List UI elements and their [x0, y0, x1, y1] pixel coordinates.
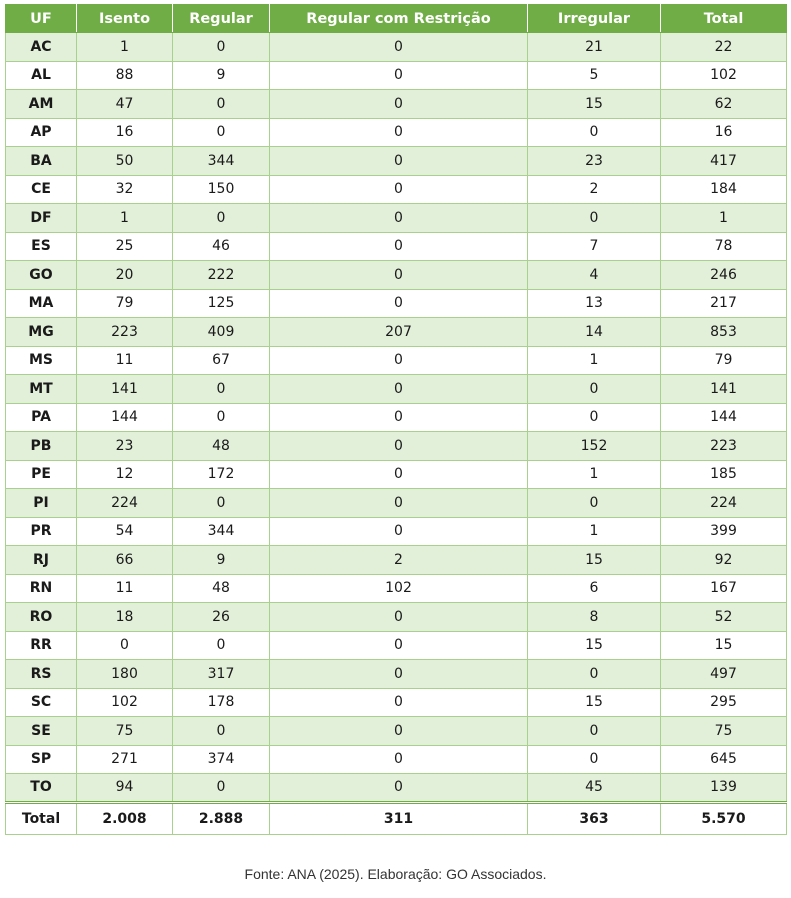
cell-isento: 180 — [77, 660, 173, 689]
cell-isento: 141 — [77, 375, 173, 404]
cell-uf: MT — [6, 375, 77, 404]
cell-irregular: 45 — [528, 774, 661, 803]
table-row — [6, 232, 787, 261]
cell-irregular: 0 — [528, 660, 661, 689]
cell-irregular: 2 — [528, 175, 661, 204]
cell-isento: 144 — [77, 403, 173, 432]
cell-irregular: 0 — [528, 745, 661, 774]
cell-isento: 32 — [77, 175, 173, 204]
cell-uf: SE — [6, 717, 77, 746]
cell-regular: 0 — [173, 631, 270, 660]
cell-regular: 317 — [173, 660, 270, 689]
cell-isento: 0 — [77, 631, 173, 660]
table-row — [6, 745, 787, 774]
cell-total: 497 — [661, 660, 787, 689]
cell-isento: 88 — [77, 61, 173, 90]
header-uf: UF — [6, 5, 77, 33]
cell-total: 16 — [661, 118, 787, 147]
cell-irregular: 15 — [528, 546, 661, 575]
cell-regular-com-restricao: 207 — [270, 318, 528, 347]
table-row — [6, 90, 787, 119]
cell-regular-com-restricao: 0 — [270, 346, 528, 375]
cell-uf: PA — [6, 403, 77, 432]
cell-regular-com-restricao: 0 — [270, 631, 528, 660]
table-row — [6, 118, 787, 147]
total-regular-com-restricao: 311 — [270, 802, 528, 834]
cell-uf: AC — [6, 33, 77, 62]
table-row — [6, 175, 787, 204]
cell-regular-com-restricao: 0 — [270, 660, 528, 689]
table-row — [6, 375, 787, 404]
cell-regular: 48 — [173, 432, 270, 461]
cell-uf: CE — [6, 175, 77, 204]
cell-regular: 48 — [173, 574, 270, 603]
cell-isento: 11 — [77, 574, 173, 603]
cell-isento: 50 — [77, 147, 173, 176]
cell-uf: PB — [6, 432, 77, 461]
cell-regular-com-restricao: 0 — [270, 603, 528, 632]
table-footer — [6, 802, 787, 834]
cell-uf: MS — [6, 346, 77, 375]
cell-total: 417 — [661, 147, 787, 176]
cell-total: 246 — [661, 261, 787, 290]
cell-regular: 125 — [173, 289, 270, 318]
cell-uf: GO — [6, 261, 77, 290]
cell-regular-com-restricao: 0 — [270, 90, 528, 119]
cell-total: 144 — [661, 403, 787, 432]
cell-regular: 0 — [173, 375, 270, 404]
table-row — [6, 774, 787, 803]
cell-regular: 222 — [173, 261, 270, 290]
table-row — [6, 460, 787, 489]
cell-isento: 79 — [77, 289, 173, 318]
cell-regular: 172 — [173, 460, 270, 489]
cell-total: 75 — [661, 717, 787, 746]
cell-isento: 20 — [77, 261, 173, 290]
table-row — [6, 546, 787, 575]
cell-total: 139 — [661, 774, 787, 803]
cell-irregular: 1 — [528, 517, 661, 546]
header-regular: Regular — [173, 5, 270, 33]
cell-isento: 271 — [77, 745, 173, 774]
cell-irregular: 0 — [528, 717, 661, 746]
cell-total: 185 — [661, 460, 787, 489]
cell-irregular: 6 — [528, 574, 661, 603]
cell-isento: 75 — [77, 717, 173, 746]
cell-regular: 344 — [173, 517, 270, 546]
cell-uf: AL — [6, 61, 77, 90]
cell-uf: ES — [6, 232, 77, 261]
cell-total: 167 — [661, 574, 787, 603]
cell-isento: 23 — [77, 432, 173, 461]
cell-uf: MG — [6, 318, 77, 347]
cell-regular: 46 — [173, 232, 270, 261]
cell-regular: 0 — [173, 33, 270, 62]
cell-total: 184 — [661, 175, 787, 204]
cell-regular: 0 — [173, 489, 270, 518]
cell-uf: SC — [6, 688, 77, 717]
table-row — [6, 489, 787, 518]
cell-regular: 0 — [173, 774, 270, 803]
cell-total: 645 — [661, 745, 787, 774]
cell-total: 853 — [661, 318, 787, 347]
table-body — [6, 33, 787, 803]
cell-irregular: 0 — [528, 375, 661, 404]
cell-regular-com-restricao: 0 — [270, 688, 528, 717]
cell-regular-com-restricao: 0 — [270, 204, 528, 233]
total-regular: 2.888 — [173, 802, 270, 834]
cell-uf: PR — [6, 517, 77, 546]
cell-uf: BA — [6, 147, 77, 176]
cell-irregular: 13 — [528, 289, 661, 318]
cell-total: 22 — [661, 33, 787, 62]
cell-irregular: 15 — [528, 631, 661, 660]
cell-irregular: 1 — [528, 346, 661, 375]
data-table — [5, 4, 787, 835]
cell-total: 78 — [661, 232, 787, 261]
cell-regular: 0 — [173, 403, 270, 432]
cell-regular-com-restricao: 102 — [270, 574, 528, 603]
cell-regular: 0 — [173, 717, 270, 746]
table-row — [6, 574, 787, 603]
table-row — [6, 33, 787, 62]
cell-regular-com-restricao: 0 — [270, 261, 528, 290]
cell-total: 102 — [661, 61, 787, 90]
cell-regular-com-restricao: 0 — [270, 403, 528, 432]
table-row — [6, 631, 787, 660]
cell-uf: TO — [6, 774, 77, 803]
cell-uf: PE — [6, 460, 77, 489]
table-row — [6, 61, 787, 90]
cell-regular-com-restricao: 0 — [270, 517, 528, 546]
total-isento: 2.008 — [77, 802, 173, 834]
total-row — [6, 802, 787, 834]
table-row — [6, 318, 787, 347]
cell-total: 223 — [661, 432, 787, 461]
total-total: 5.570 — [661, 802, 787, 834]
table-container — [5, 4, 786, 835]
cell-regular: 178 — [173, 688, 270, 717]
cell-regular-com-restricao: 0 — [270, 717, 528, 746]
table-row — [6, 517, 787, 546]
cell-irregular: 0 — [528, 118, 661, 147]
cell-total: 217 — [661, 289, 787, 318]
cell-regular-com-restricao: 0 — [270, 232, 528, 261]
cell-isento: 66 — [77, 546, 173, 575]
cell-irregular: 0 — [528, 403, 661, 432]
cell-regular-com-restricao: 0 — [270, 118, 528, 147]
cell-regular-com-restricao: 0 — [270, 489, 528, 518]
cell-uf: RS — [6, 660, 77, 689]
cell-regular: 0 — [173, 118, 270, 147]
cell-regular: 9 — [173, 546, 270, 575]
cell-regular: 409 — [173, 318, 270, 347]
cell-regular: 150 — [173, 175, 270, 204]
cell-irregular: 15 — [528, 688, 661, 717]
cell-total: 1 — [661, 204, 787, 233]
cell-isento: 102 — [77, 688, 173, 717]
cell-isento: 224 — [77, 489, 173, 518]
cell-irregular: 8 — [528, 603, 661, 632]
header-total: Total — [661, 5, 787, 33]
cell-regular-com-restricao: 0 — [270, 147, 528, 176]
header-row — [6, 5, 787, 33]
cell-irregular: 152 — [528, 432, 661, 461]
cell-regular: 0 — [173, 204, 270, 233]
table-row — [6, 147, 787, 176]
cell-uf: RN — [6, 574, 77, 603]
cell-isento: 1 — [77, 33, 173, 62]
cell-regular-com-restricao: 0 — [270, 745, 528, 774]
cell-total: 92 — [661, 546, 787, 575]
cell-total: 52 — [661, 603, 787, 632]
cell-irregular: 14 — [528, 318, 661, 347]
cell-uf: RO — [6, 603, 77, 632]
cell-isento: 16 — [77, 118, 173, 147]
cell-isento: 47 — [77, 90, 173, 119]
cell-regular: 374 — [173, 745, 270, 774]
cell-isento: 18 — [77, 603, 173, 632]
table-row — [6, 346, 787, 375]
cell-total: 224 — [661, 489, 787, 518]
header-isento: Isento — [77, 5, 173, 33]
table-row — [6, 261, 787, 290]
cell-uf: DF — [6, 204, 77, 233]
table-row — [6, 603, 787, 632]
table-row — [6, 289, 787, 318]
cell-regular: 26 — [173, 603, 270, 632]
cell-irregular: 1 — [528, 460, 661, 489]
cell-isento: 223 — [77, 318, 173, 347]
cell-regular: 0 — [173, 90, 270, 119]
cell-regular-com-restricao: 0 — [270, 375, 528, 404]
cell-regular-com-restricao: 2 — [270, 546, 528, 575]
cell-irregular: 0 — [528, 204, 661, 233]
table-row — [6, 660, 787, 689]
header-irregular: Irregular — [528, 5, 661, 33]
cell-isento: 1 — [77, 204, 173, 233]
cell-irregular: 7 — [528, 232, 661, 261]
cell-total: 141 — [661, 375, 787, 404]
table-header — [6, 5, 787, 33]
cell-uf: RR — [6, 631, 77, 660]
cell-uf: RJ — [6, 546, 77, 575]
cell-regular: 344 — [173, 147, 270, 176]
cell-uf: AM — [6, 90, 77, 119]
cell-total: 79 — [661, 346, 787, 375]
cell-isento: 94 — [77, 774, 173, 803]
total-label: Total — [6, 802, 77, 834]
table-row — [6, 204, 787, 233]
cell-isento: 11 — [77, 346, 173, 375]
cell-total: 399 — [661, 517, 787, 546]
cell-regular-com-restricao: 0 — [270, 61, 528, 90]
cell-irregular: 15 — [528, 90, 661, 119]
total-irregular: 363 — [528, 802, 661, 834]
cell-regular-com-restricao: 0 — [270, 289, 528, 318]
cell-regular-com-restricao: 0 — [270, 460, 528, 489]
cell-uf: SP — [6, 745, 77, 774]
table-row — [6, 688, 787, 717]
cell-total: 295 — [661, 688, 787, 717]
cell-regular-com-restricao: 0 — [270, 175, 528, 204]
cell-regular-com-restricao: 0 — [270, 774, 528, 803]
table-row — [6, 432, 787, 461]
cell-regular: 67 — [173, 346, 270, 375]
cell-irregular: 23 — [528, 147, 661, 176]
cell-regular: 9 — [173, 61, 270, 90]
cell-uf: MA — [6, 289, 77, 318]
header-regular-com-restricao: Regular com Restrição — [270, 5, 528, 33]
cell-isento: 54 — [77, 517, 173, 546]
cell-irregular: 21 — [528, 33, 661, 62]
cell-regular-com-restricao: 0 — [270, 432, 528, 461]
cell-total: 15 — [661, 631, 787, 660]
cell-irregular: 4 — [528, 261, 661, 290]
cell-isento: 25 — [77, 232, 173, 261]
cell-irregular: 0 — [528, 489, 661, 518]
cell-regular-com-restricao: 0 — [270, 33, 528, 62]
table-row — [6, 403, 787, 432]
source-caption: Fonte: ANA (2025). Elaboração: GO Associados. — [244, 866, 547, 882]
cell-uf: AP — [6, 118, 77, 147]
cell-irregular: 5 — [528, 61, 661, 90]
cell-isento: 12 — [77, 460, 173, 489]
table-row — [6, 717, 787, 746]
cell-total: 62 — [661, 90, 787, 119]
cell-uf: PI — [6, 489, 77, 518]
